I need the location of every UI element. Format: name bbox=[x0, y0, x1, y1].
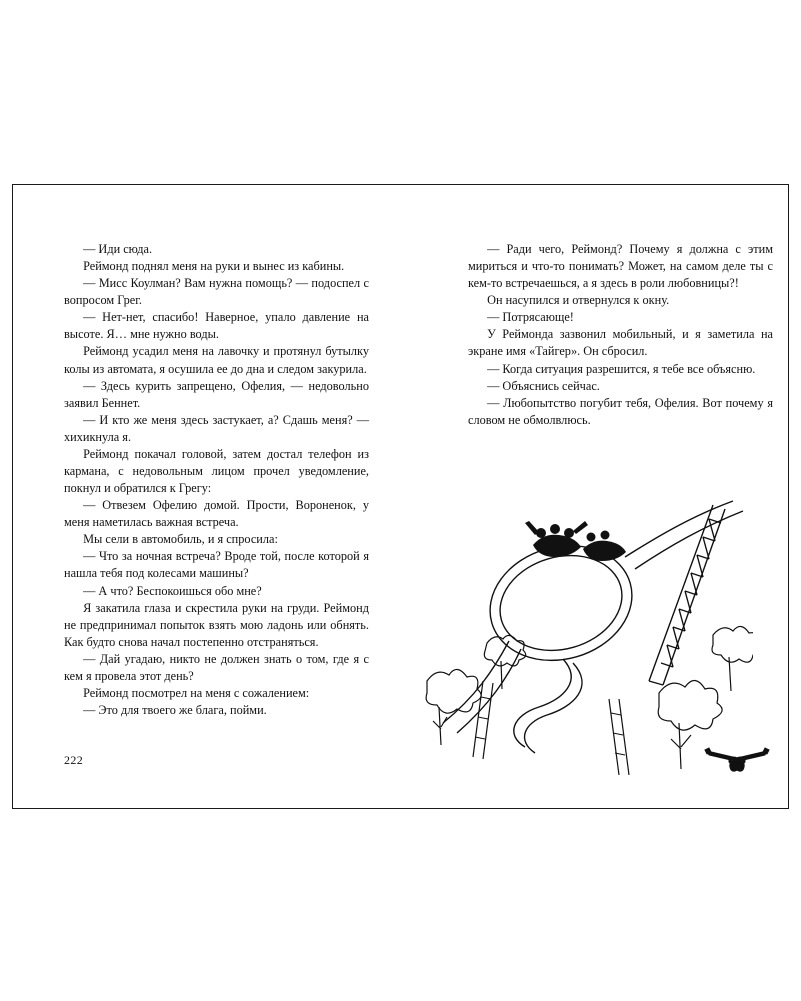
paragraph: — И кто же меня здесь застукает, а? Сдашь меня? — хихикнула я. bbox=[64, 412, 369, 444]
paragraph: — Отвезем Офелию домой. Прости, Вороненок, у меня наметилась важная встреча. bbox=[64, 498, 369, 530]
paragraph: Реймонд посмотрел на меня с сожалением: bbox=[83, 686, 310, 701]
paragraph: — Когда ситуация разрешится, я тебе все объясню. bbox=[487, 361, 756, 376]
paragraph: Реймонд покачал головой, затем достал телефон из кармана, с недовольным лицом прочел уведомление, покнул и обратился к Грегу: bbox=[64, 446, 369, 496]
paragraph: — Это для твоего же блага, пойми. bbox=[83, 703, 267, 718]
paragraph: — Любопытство погубит тебя, Офелия. Вот почему я словом не обмолвлюсь. bbox=[468, 395, 773, 427]
right-page-text-column bbox=[468, 241, 773, 429]
paragraph: — Здесь курить запрещено, Офелия, — недовольно заявил Беннет. bbox=[64, 378, 369, 410]
paragraph: — Иди сюда. bbox=[83, 242, 153, 256]
paragraph: У Реймонда зазвонил мобильный, и я заметила на экране имя «Тайгер». Он сбросил. bbox=[468, 327, 773, 359]
paragraph: — Мисс Коулман? Вам нужна помощь? — подоспел с вопросом Грег. bbox=[64, 276, 369, 308]
paragraph: — Дай угадаю, никто не должен знать о том, где я с кем я провела этот день? bbox=[64, 651, 369, 683]
paragraph: Мы сели в автомобиль, и я спросила: bbox=[83, 532, 278, 547]
paragraph: Он насупился и отвернулся к окну. bbox=[487, 293, 670, 308]
paragraph: — Нет-нет, спасибо! Наверное, упало давление на высоте. Я… мне нужно воды. bbox=[64, 310, 369, 342]
paragraph: — Объяснись сейчас. bbox=[487, 378, 600, 393]
left-page-text-column bbox=[64, 241, 369, 719]
paragraph: — Потрясающе! bbox=[487, 310, 574, 325]
book-spread bbox=[13, 185, 788, 808]
paragraph: — Ради чего, Реймонд? Почему я должна с этим мириться и что-то понимать? Может, на самом деле ты с кем-то встречаешься, а я здесь в роли любовницы?! bbox=[468, 242, 773, 291]
paragraph: Реймонд усадил меня на лавочку и протянул бутылку колы из автомата, я осушила ее до дна и следом закурила. bbox=[64, 344, 369, 376]
page-number: 222 bbox=[64, 753, 84, 767]
roller-coaster-illustration bbox=[413, 485, 753, 775]
book-page-sheet bbox=[12, 184, 789, 809]
paragraph: Реймонд поднял меня на руки и вынес из кабины. bbox=[83, 259, 345, 274]
paragraph: — А что? Беспокоишься обо мне? bbox=[83, 583, 262, 598]
crossed-revolvers-emblem bbox=[703, 741, 771, 775]
paragraph: Я закатила глаза и скрестила руки на груди. Реймонд не предпринимал попыток взять мою ладонь или обнять. Как будто снова начал постепенно отстраняться. bbox=[64, 600, 369, 649]
paragraph: — Что за ночная встреча? Вроде той, после которой я нашла тебя под колесами машины? bbox=[64, 549, 369, 581]
